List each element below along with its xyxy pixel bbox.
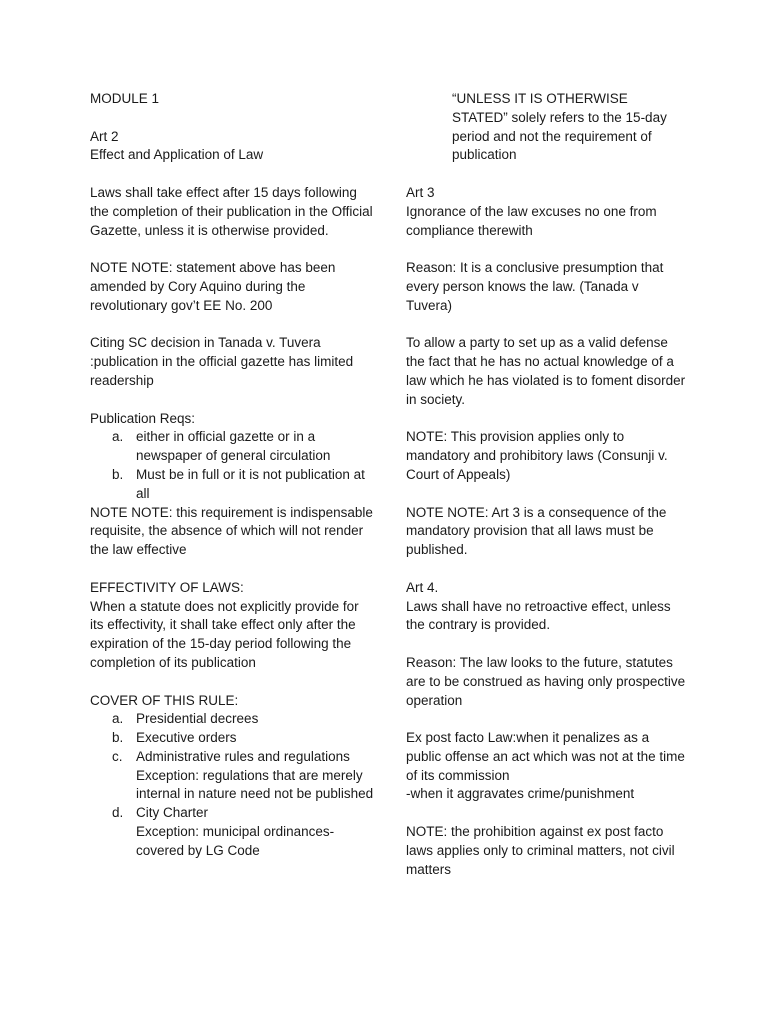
ex-post-facto-definition: Ex post facto Law:when it penalizes as a public offense an act which was not at the time of its commission [406, 730, 685, 783]
art2-text: Laws shall take effect after 15 days following the completion of their publication in the Official Gazette, unless it is otherwise provided. [90, 184, 373, 238]
art2-title: Art 2 [90, 128, 119, 144]
note-mandatory-laws: NOTE: This provision applies only to mandatory and prohibitory laws (Consunji v. Court of Appeals) [406, 429, 668, 482]
cover-list-continued [90, 804, 375, 823]
art3-title: Art 3 [406, 184, 435, 200]
right-column [406, 90, 686, 879]
publication-reqs-title: Publication Reqs: [90, 410, 196, 426]
note-prohibition: NOTE: the prohibition against ex post facto laws applies only to criminal matters, not civil matters [406, 824, 675, 877]
art4-title: Art 4. [406, 579, 439, 595]
note-indispensable: NOTE NOTE: this requirement is indispensable requisite, the absence of which will not render the law effective [90, 504, 373, 558]
art2-subtitle: Effect and Application of Law [90, 147, 264, 163]
list-marker: a. [112, 711, 124, 727]
note-consequence: NOTE NOTE: Art 3 is a consequence of the mandatory provision that all laws must be published. [406, 504, 667, 558]
publication-reqs-list [90, 428, 375, 503]
list-item [90, 428, 375, 466]
effectivity-text: When a statute does not explicitly provide for its effectivity, it shall take effect only after the expiration of the 15-day period following the completion of its publication [90, 598, 359, 670]
cover-d-exception: Exception: municipal ordinances- covered by LG Code [136, 824, 335, 858]
reason-conclusive: Reason: It is a conclusive presumption that every person knows the law. (Tanada v Tuvera) [406, 260, 664, 313]
defense-paragraph: To allow a party to set up as a valid defense the fact that he has no actual knowledge of a law which he has violated is to foment disorder in society. [406, 335, 686, 407]
reason-future: Reason: The law looks to the future, statutes are to be construed as having only prospective operation [406, 654, 686, 708]
list-item [90, 466, 375, 504]
left-column [90, 90, 375, 861]
list-marker: c. [112, 748, 123, 764]
list-item [90, 748, 375, 767]
list-item-text: either in official gazette or in a newspaper of general circulation [136, 429, 331, 464]
list-marker: a. [112, 429, 124, 445]
list-item-text: Executive orders [136, 730, 237, 746]
cover-c-exception: Exception: regulations that are merely internal in nature need not be published [136, 767, 374, 802]
art3-text: Ignorance of the law excuses no one from compliance therewith [406, 203, 657, 238]
art4-text: Laws shall have no retroactive effect, unless the contrary is provided. [406, 598, 671, 633]
effectivity-title: EFFECTIVITY OF LAWS: [90, 579, 244, 595]
list-marker: b. [112, 466, 124, 482]
note-amended: NOTE NOTE: statement above has been amended by Cory Aquino during the revolutionary gov’t EE No. 200 [90, 260, 336, 313]
list-item [90, 804, 375, 823]
list-item-text: Presidential decrees [136, 711, 259, 727]
list-marker: d. [112, 805, 124, 821]
cover-title: COVER OF THIS RULE: [90, 692, 239, 708]
list-item [90, 710, 375, 729]
list-item-text: Administrative rules and regulations [136, 748, 350, 764]
citing-paragraph: Citing SC decision in Tanada v. Tuvera :publication in the official gazette has limited readership [90, 335, 354, 388]
cover-list [90, 710, 375, 766]
list-item-text: Must be in full or it is not publication at all [136, 466, 365, 501]
list-item-text: City Charter [136, 805, 209, 821]
aggravates-line: -when it aggravates crime/punishment [406, 786, 635, 802]
unless-stated-note: “UNLESS IT IS OTHERWISE STATED” solely refers to the 15-day period and not the requirement of publication [452, 91, 667, 163]
module-title: MODULE 1 [90, 91, 160, 106]
list-marker: b. [112, 730, 124, 746]
list-item [90, 729, 375, 748]
